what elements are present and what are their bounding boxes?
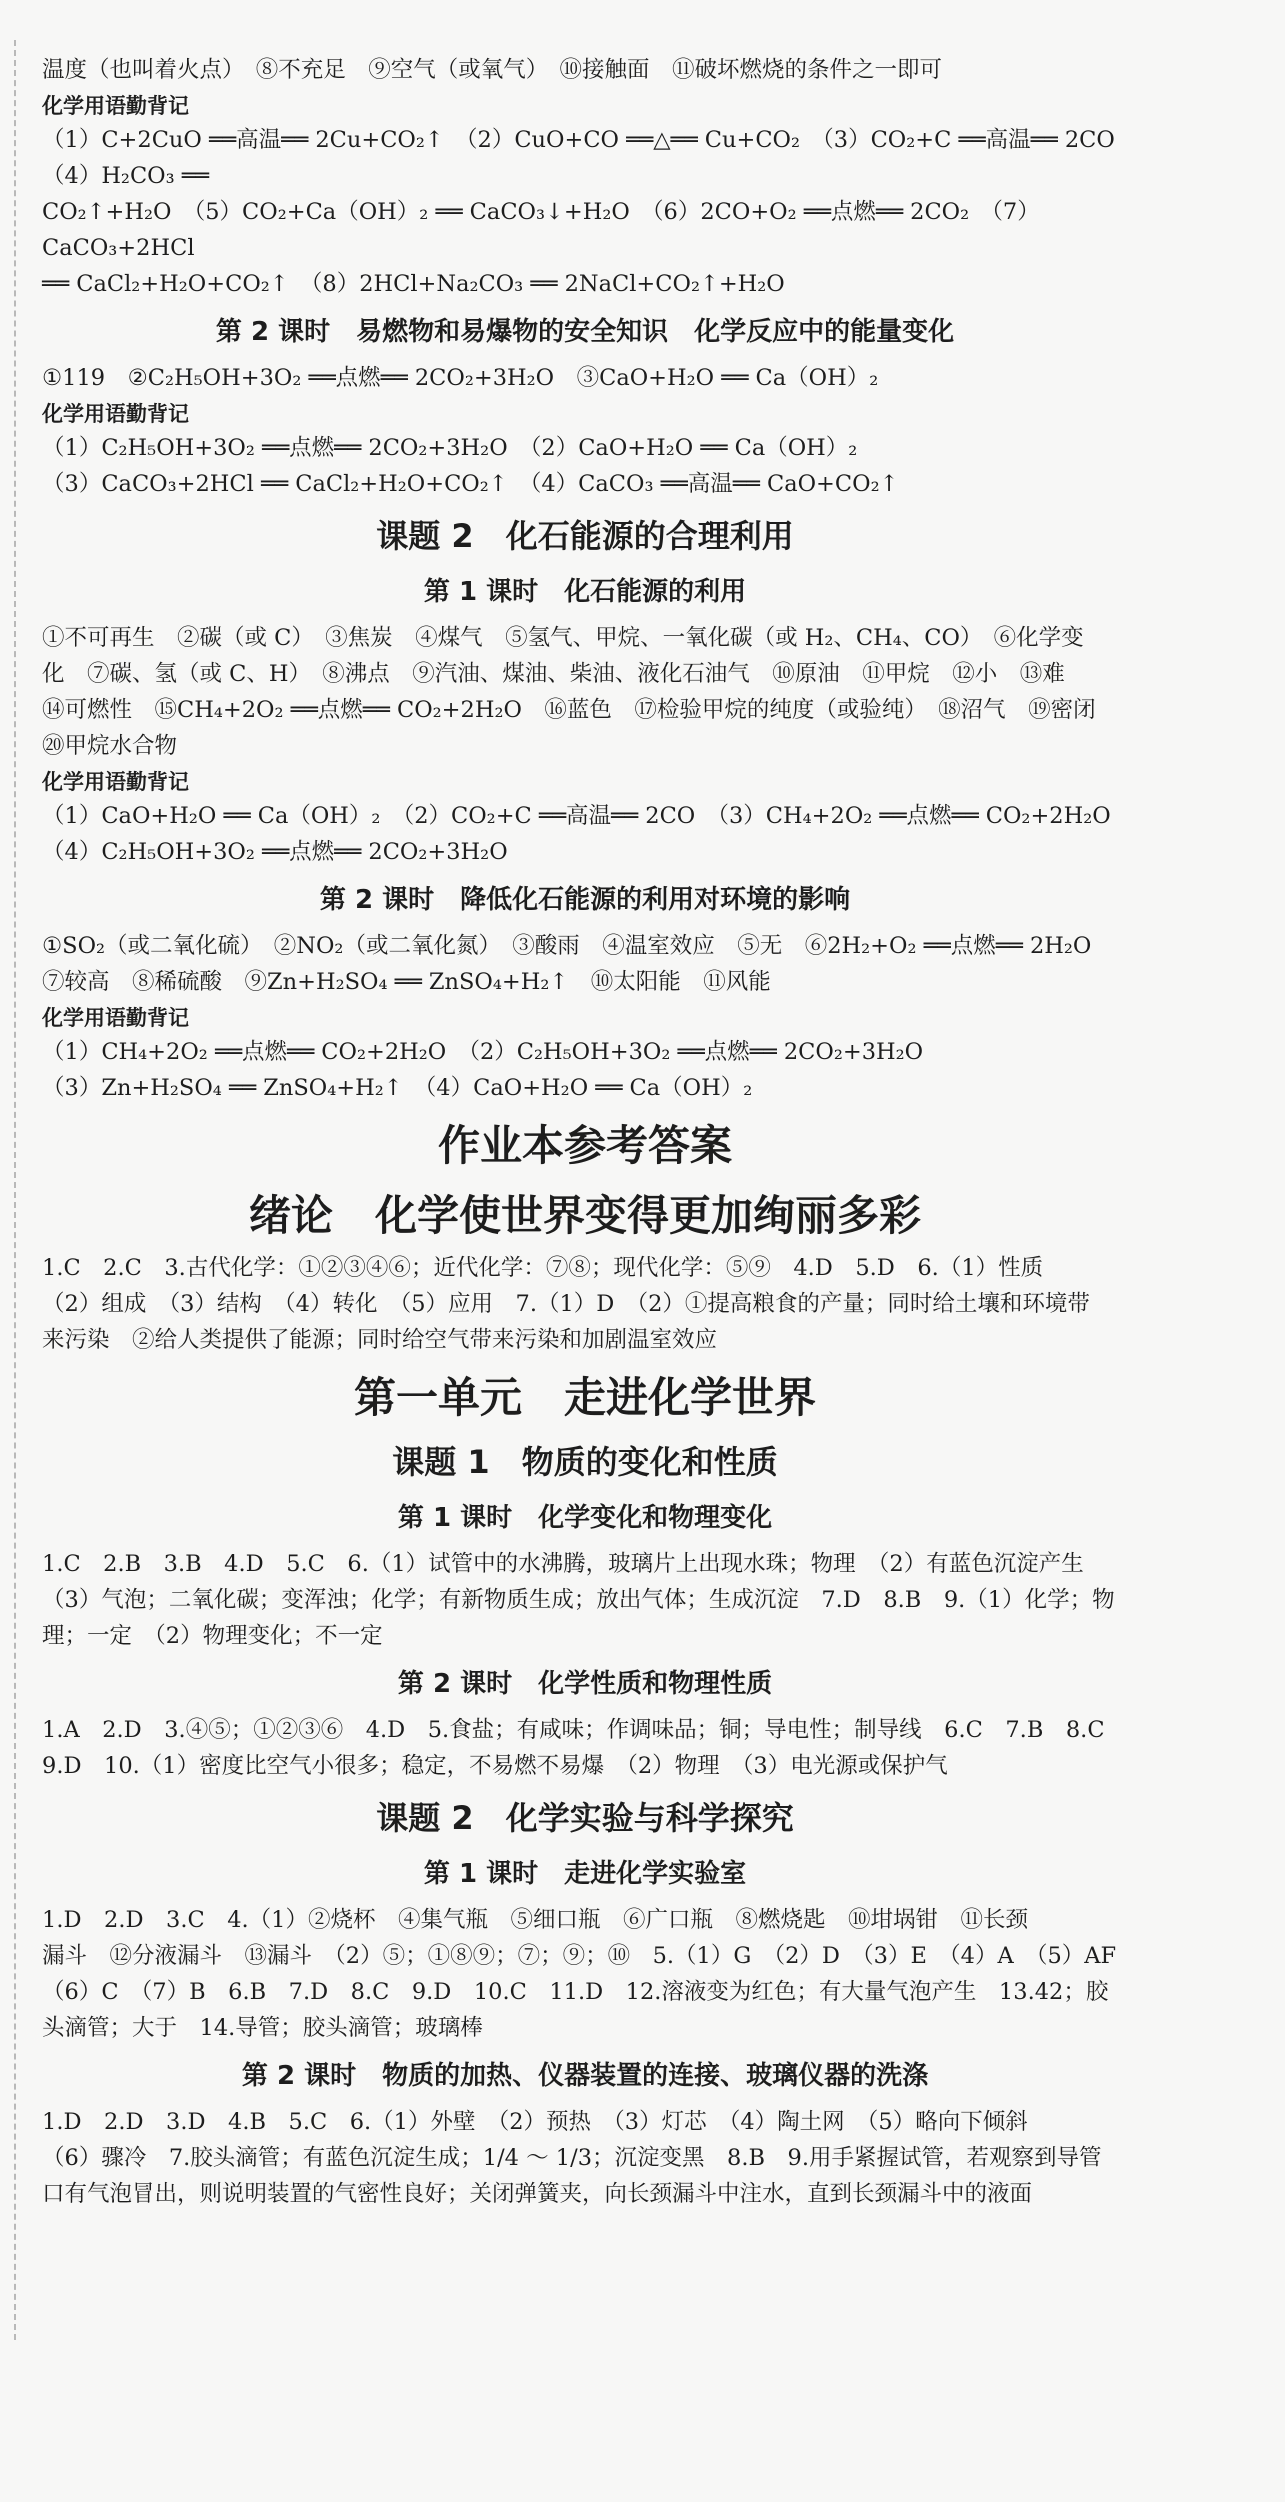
answer-line: ①SO₂（或二氧化硫） ②NO₂（或二氧化氮） ③酸雨 ④温室效应 ⑤无 ⑥2H₂+O₂ ══点燃══ 2H₂O — [42, 933, 1092, 959]
answer-line: 来污染 ②给人类提供了能源；同时给空气带来污染和加剧温室效应 — [42, 1327, 718, 1353]
answer-line: （3）Zn+H₂SO₄ ══ ZnSO₄+H₂↑ （4）CaO+H₂O ══ Ca（OH）₂ — [42, 1075, 753, 1101]
topic-heading: 课题 2 化学实验与科学探究 — [376, 1799, 794, 1837]
answer-line: 1.C 2.B 3.B 4.D 5.C 6.（1）试管中的水沸腾，玻璃片上出现水珠；物理 （2）有蓝色沉淀产生 — [42, 1551, 1084, 1577]
lesson-heading: 第 2 课时 降低化石能源的利用对环境的影响 — [319, 885, 851, 915]
answer-line: 1.D 2.D 3.C 4.（1）②烧杯 ④集气瓶 ⑤细口瓶 ⑥广口瓶 ⑧燃烧匙 ⑩坩埚钳 ⑪长颈 — [42, 1907, 1028, 1933]
answer-line: 温度（也叫着火点） ⑧不充足 ⑨空气（或氧气） ⑩接触面 ⑪破坏燃烧的条件之一即可 — [42, 57, 943, 83]
lesson-heading: 第 1 课时 化石能源的利用 — [423, 577, 747, 607]
answer-line: （1）C₂H₅OH+3O₂ ══点燃══ 2CO₂+3H₂O （2）CaO+H₂O ══ Ca（OH）₂ — [42, 435, 858, 461]
lesson-heading: 第 1 课时 化学变化和物理变化 — [397, 1503, 773, 1533]
answer-line: 1.A 2.D 3.④⑤；①②③⑥ 4.D 5.食盐；有咸味；作调味品；铜；导电性；制导线 6.C 7.B 8.C — [42, 1717, 1105, 1743]
answer-line: （6）C （7）B 6.B 7.D 8.C 9.D 10.C 11.D 12.溶液变为红色；有大量气泡产生 13.42；胶 — [42, 1979, 1109, 2005]
answer-line: （1）C+2CuO ══高温══ 2Cu+CO₂↑ （2）CuO+CO ══△══ Cu+CO₂ （3）CO₂+C ══高温══ 2CO （4）H₂CO₃ ══ — [42, 127, 1138, 189]
answer-line: （4）C₂H₅OH+3O₂ ══点燃══ 2CO₂+3H₂O — [42, 839, 508, 865]
answer-line: CO₂↑+H₂O （5）CO₂+Ca（OH）₂ ══ CaCO₃↓+H₂O （6）2CO+O₂ ══点燃══ 2CO₂ （7）CaCO₃+2HCl — [42, 199, 1040, 261]
recitation-heading: 化学用语勤背记 — [42, 402, 189, 426]
answer-line: ①119 ②C₂H₅OH+3O₂ ══点燃══ 2CO₂+3H₂O ③CaO+H₂O ══ Ca（OH）₂ — [42, 365, 879, 391]
binding-margin-rule — [14, 40, 16, 2340]
topic-heading: 课题 2 化石能源的合理利用 — [376, 517, 794, 555]
answer-line: 9.D 10.（1）密度比空气小很多；稳定，不易燃不易爆 （2）物理 （3）电光源或保护气 — [42, 1753, 948, 1779]
answer-line: ⑳甲烷水合物 — [42, 733, 178, 759]
answer-line: 漏斗 ⑫分液漏斗 ⑬漏斗 （2）⑤；①⑧⑨；⑦；⑨；⑩ 5.（1）G （2）D （3）E （4）A （5）AF — [42, 1943, 1117, 1969]
answer-line: （1）CH₄+2O₂ ══点燃══ CO₂+2H₂O （2）C₂H₅OH+3O₂ ══点燃══ 2CO₂+3H₂O — [42, 1039, 924, 1065]
answer-line: （6）骤冷 7.胶头滴管；有蓝色沉淀生成；1/4 ～ 1/3；沉淀变黑 8.B 9.用手紧握试管，若观察到导管 — [42, 2145, 1102, 2171]
section-heading: 绪论 化学使世界变得更加绚丽多彩 — [248, 1191, 921, 1240]
lesson-heading: 第 2 课时 易燃物和易爆物的安全知识 化学反应中的能量变化 — [215, 317, 955, 347]
answer-line: （3）CaCO₃+2HCl ══ CaCl₂+H₂O+CO₂↑ （4）CaCO₃ ══高温══ CaO+CO₂↑ — [42, 471, 899, 497]
answer-line: 头滴管；大于 14.导管；胶头滴管；玻璃棒 — [42, 2015, 483, 2041]
answer-line: ══ CaCl₂+H₂O+CO₂↑ （8）2HCl+Na₂CO₃ ══ 2NaCl+CO₂↑+H₂O — [42, 271, 785, 297]
answer-line: （2）组成 （3）结构 （4）转化 （5）应用 7.（1）D （2）①提高粮食的产量；同时给土壤和环境带 — [42, 1291, 1090, 1317]
answer-line: 理；一定 （2）物理变化；不一定 — [42, 1623, 383, 1649]
answer-line: （3）气泡；二氧化碳；变浑浊；化学；有新物质生成；放出气体；生成沉淀 7.D 8.B 9.（1）化学；物 — [42, 1587, 1115, 1613]
answer-line: ①不可再生 ②碳（或 C） ③焦炭 ④煤气 ⑤氢气、甲烷、一氧化碳（或 H₂、CH₄、CO） ⑥化学变 — [42, 625, 1084, 651]
answer-line: 口有气泡冒出，则说明装置的气密性良好；关闭弹簧夹，向长颈漏斗中注水，直到长颈漏斗中的液面 — [42, 2181, 1033, 2207]
section-heading: 第一单元 走进化学世界 — [353, 1373, 816, 1422]
lesson-heading: 第 2 课时 化学性质和物理性质 — [397, 1669, 773, 1699]
answer-line: ⑦较高 ⑧稀硫酸 ⑨Zn+H₂SO₄ ══ ZnSO₄+H₂↑ ⑩太阳能 ⑪风能 — [42, 969, 771, 995]
answer-line: 化 ⑦碳、氢（或 C、H） ⑧沸点 ⑨汽油、煤油、柴油、液化石油气 ⑩原油 ⑪甲烷 ⑫小 ⑬难 — [42, 661, 1065, 687]
recitation-heading: 化学用语勤背记 — [42, 1006, 189, 1030]
answer-line: ⑭可燃性 ⑮CH₄+2O₂ ══点燃══ CO₂+2H₂O ⑯蓝色 ⑰检验甲烷的纯度（或验纯） ⑱沼气 ⑲密闭 — [42, 697, 1096, 723]
section-heading: 作业本参考答案 — [437, 1121, 732, 1170]
topic-heading: 课题 1 物质的变化和性质 — [392, 1443, 778, 1481]
answer-line: 1.D 2.D 3.D 4.B 5.C 6.（1）外壁 （2）预热 （3）灯芯 （4）陶土网 （5）略向下倾斜 — [42, 2109, 1028, 2135]
lesson-heading: 第 1 课时 走进化学实验室 — [423, 1859, 747, 1889]
lesson-heading: 第 2 课时 物质的加热、仪器装置的连接、玻璃仪器的洗涤 — [241, 2061, 929, 2091]
recitation-heading: 化学用语勤背记 — [42, 770, 189, 794]
answer-content — [42, 52, 1138, 2212]
recitation-heading: 化学用语勤背记 — [42, 94, 189, 118]
answer-line: （1）CaO+H₂O ══ Ca（OH）₂ （2）CO₂+C ══高温══ 2CO （3）CH₄+2O₂ ══点燃══ CO₂+2H₂O — [42, 803, 1111, 829]
answer-line: 1.C 2.C 3.古代化学：①②③④⑥；近代化学：⑦⑧；现代化学：⑤⑨ 4.D 5.D 6.（1）性质 — [42, 1255, 1044, 1281]
